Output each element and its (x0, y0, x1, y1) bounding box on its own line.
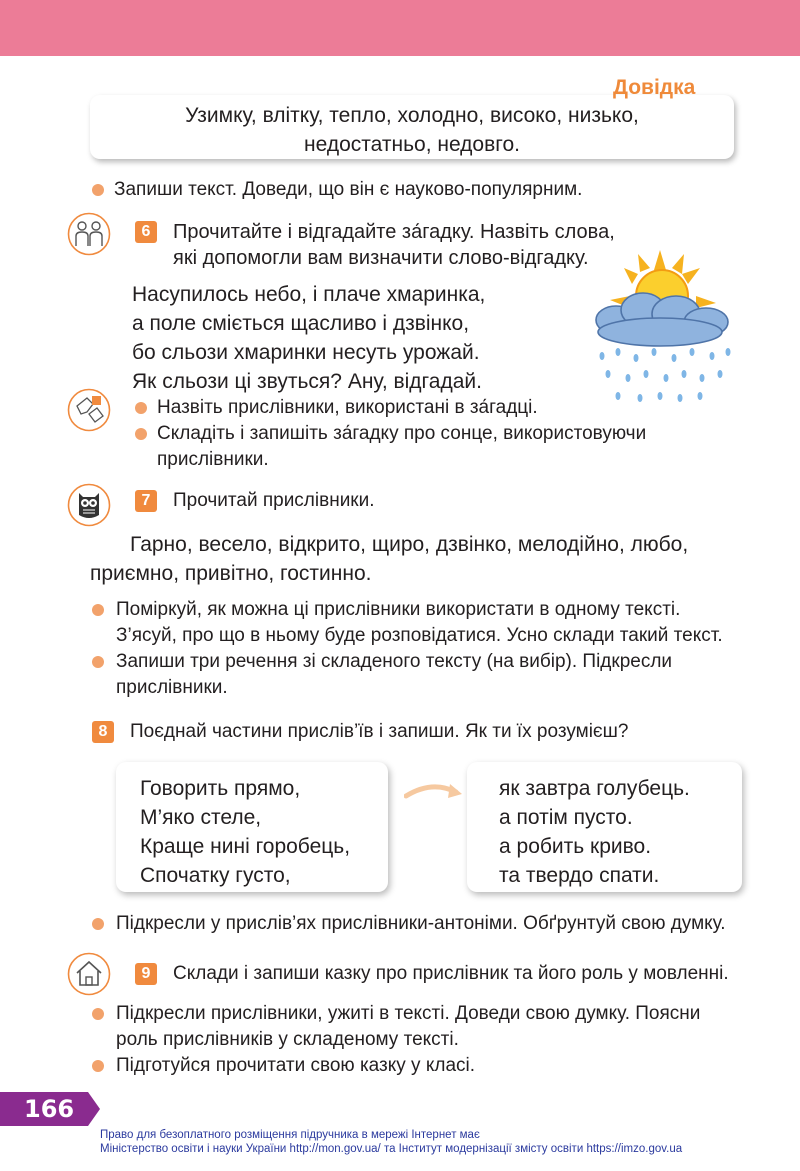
exercise-9-title: Склади і запиши казку про прислівник та його роль у мовленні. (173, 963, 729, 984)
exercise-6-task1: Назвіть прислівники, використані в за́гадці. (157, 397, 538, 418)
bullet-icon (92, 184, 104, 196)
arrow-right-icon (404, 776, 464, 806)
reference-line: недостатньо, недовго. (304, 133, 520, 156)
exercise-6-line: які допомогли вам визначити слово-відгадку. (173, 247, 589, 269)
sun-cloud-rain-illustration (588, 248, 738, 408)
bullet-icon (92, 1060, 104, 1072)
proverb-endings-box (467, 762, 742, 892)
exercise-9-task1-line: роль прислівників у складеному тексті. (116, 1029, 459, 1050)
exercise-7-task1-line: З’ясуй, про що в ньому буде розповідатися. Усно склади такий текст. (116, 625, 723, 646)
riddle-poem (132, 280, 485, 396)
poem-line: Як сльози ці звуться? Ану, відгадай. (132, 370, 482, 393)
footer-note (100, 1128, 682, 1156)
bullet-icon (92, 656, 104, 668)
intro-task: Запиши текст. Доведи, що він є науково-популярним. (114, 179, 583, 200)
exercise-9-task1-line: Підкресли прислівники, ужиті в тексті. Доведи свою думку. Поясни (116, 1003, 701, 1024)
puzzle-icon (67, 388, 111, 432)
reference-title: Довідка (613, 76, 696, 99)
proverb-beginning: Говорить прямо, (140, 777, 301, 800)
poem-line: Насупилось небо, і плаче хмаринка, (132, 283, 486, 306)
exercise-6-task2-line: Складіть і запишіть за́гадку про сонце, використовуючи (157, 423, 647, 444)
proverb-beginning: Краще нині горобець, (140, 835, 351, 858)
bullet-icon (135, 402, 147, 414)
proverb-ending: а потім пусто. (499, 806, 633, 829)
exercise-9-number: 9 (135, 963, 157, 985)
exercise-7-task2-line: Запиши три речення зі складеного тексту (на вибір). Підкресли (116, 651, 673, 672)
proverb-beginning: М’яко стеле, (140, 806, 262, 829)
house-icon (67, 952, 111, 996)
page-number: 166 (24, 1095, 75, 1123)
adverbs-line: приємно, привітно, гостинно. (90, 562, 372, 585)
adverbs-line: Гарно, весело, відкрито, щиро, дзвінко, мелодійно, любо, (130, 533, 689, 556)
exercise-7-task2-line: прислівники. (116, 677, 228, 698)
poem-line: а поле сміється щасливо і дзвінко, (132, 312, 470, 335)
exercise-8-title: Поєднай частини прислів’їв і запиши. Як ти їх розумієш? (130, 721, 629, 742)
exercise-9-task2: Підготуйся прочитати свою казку у класі. (116, 1055, 476, 1076)
bullet-icon (92, 918, 104, 930)
proverb-ending: а робить криво. (499, 835, 652, 858)
reference-box (90, 95, 734, 159)
footer-line: Право для безоплатного розміщення підручника в мережі Інтернет має (100, 1129, 480, 1141)
exercise-7-number: 7 (135, 490, 157, 512)
exercise-8-number: 8 (92, 721, 114, 743)
proverb-ending: та твердо спати. (499, 864, 660, 887)
exercise-6-task2-line: прислівники. (157, 449, 269, 470)
exercise-8-task: Підкресли у прислів’ях прислівники-антоніми. Обґрунтуй свою думку. (116, 913, 726, 934)
pair-work-icon (67, 212, 111, 256)
exercise-6-number: 6 (135, 221, 157, 243)
exercise-7-title: Прочитай прислівники. (173, 490, 375, 511)
proverb-ending: як завтра голубець. (499, 777, 690, 800)
footer-line: Міністерство освіти і науки України http://mon.gov.ua/ та Інститут модернізації змісту освіти https://imzo.gov.ua (100, 1143, 683, 1155)
exercise-7-task1-line: Поміркуй, як можна ці прислівники використати в одному тексті. (116, 599, 681, 620)
bullet-icon (92, 1008, 104, 1020)
owl-icon (67, 483, 111, 527)
exercise-6-line: Прочитайте і відгадайте за́гадку. Назвіть слова, (173, 221, 615, 243)
reference-line: Узимку, влітку, тепло, холодно, високо, низько, (185, 104, 639, 127)
poem-line: бо сльози хмаринки несуть урожай. (132, 341, 480, 364)
bullet-icon (135, 428, 147, 440)
proverb-beginnings-box (116, 762, 388, 892)
top-header-bar (0, 0, 800, 56)
bullet-icon (92, 604, 104, 616)
proverb-beginning: Спочатку густо, (140, 864, 291, 887)
